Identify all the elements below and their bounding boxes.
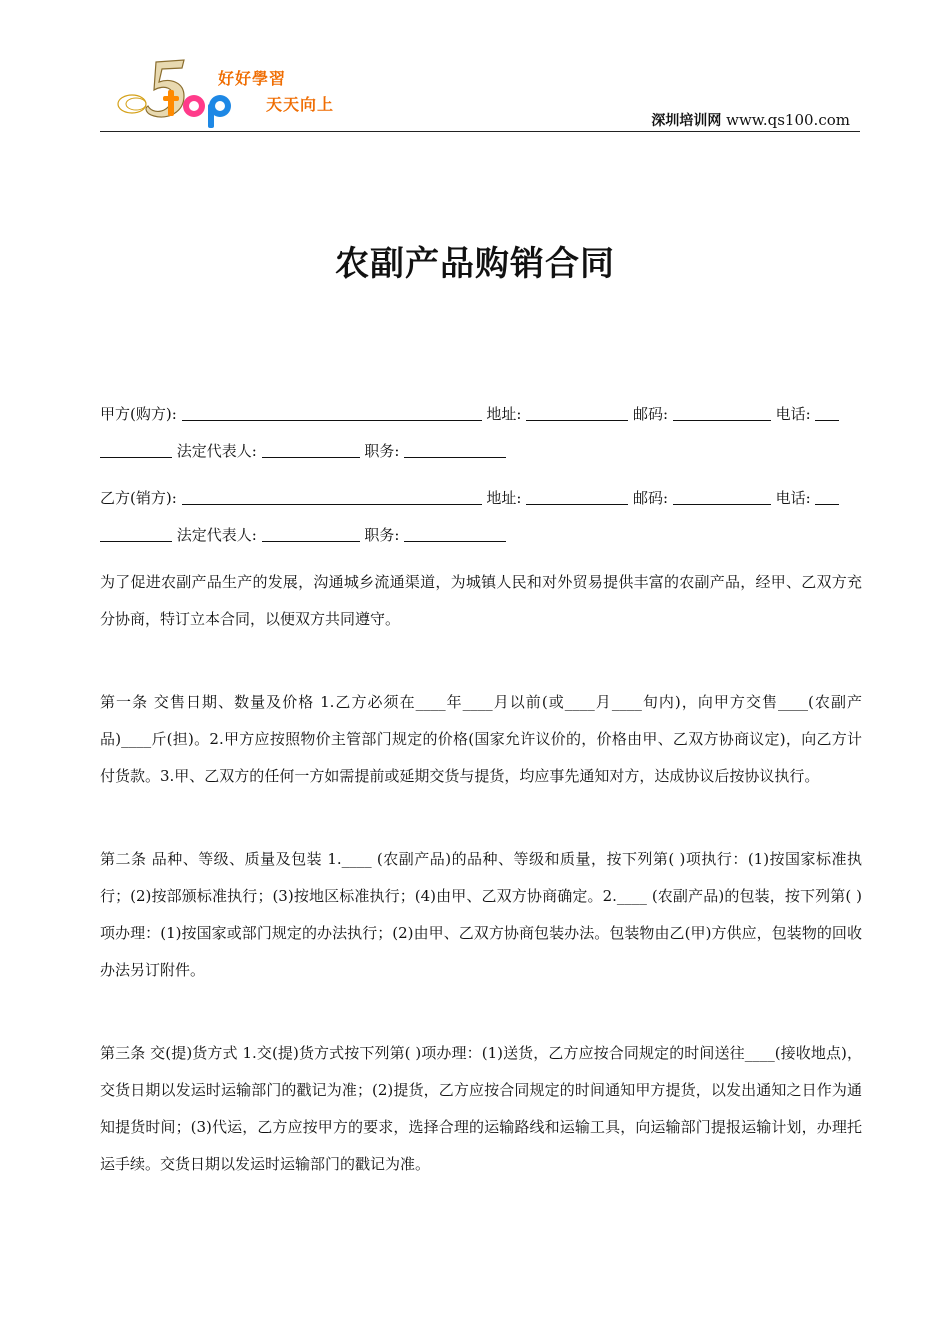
site-name: 深圳培训网 [651, 113, 722, 129]
party-b-legal-rep-blank [262, 525, 360, 542]
party-b-line-1 [100, 480, 862, 517]
party-a-name-blank [182, 404, 482, 421]
party-b-address-blank [526, 488, 628, 505]
party-b-phone-blank [815, 488, 839, 505]
party-a-phone-blank [815, 404, 839, 421]
party-b-label: 乙方(销方): [100, 489, 177, 507]
party-b-legal-rep-label: 法定代表人: [176, 526, 257, 544]
article-3: 第三条 交(提)货方式 1.交(提)货方式按下列第( )项办理：(1)送货，乙方应按合同规定的时间送往____(接收地点)，交货日期以发运时运输部门的戳记为准；(2)提货，乙方应按合同规定的时间通知甲方提货，以发出通知之日作为通知提货时间；(3)代运，乙方应按甲方的要求，选择合理的运输路线和运输工具，向运输部门提报运输计划，办理托运手续。交货日期以发运时运输部门的戳记为准。 [100, 1044, 862, 1173]
party-a-zip-label: 邮码: [632, 405, 669, 423]
party-b-name-blank [182, 488, 482, 505]
party-b-phone-label: 电话: [775, 489, 811, 507]
party-a-label: 甲方(购方): [100, 405, 177, 423]
party-b-address-label: 地址: [486, 489, 522, 507]
party-a-position-label: 职务: [364, 442, 400, 460]
header-divider [100, 131, 860, 132]
party-a-legal-rep-blank [262, 441, 360, 458]
party-a-address-label: 地址: [486, 405, 522, 423]
party-a-zip-blank [673, 404, 771, 421]
preamble: 为了促进农副产品生产的发展，沟通城乡流通渠道，为城镇人民和对外贸易提供丰富的农副产品，经甲、乙双方充分协商，特订立本合同，以便双方共同遵守。 [100, 573, 862, 628]
article-1: 第一条 交售日期、数量及价格 1.乙方必须在____年____月以前(或____月____旬内)，向甲方交售____(农副产品)____斤(担)。2.甲方应按照物价主管部门规定的价格(国家允许议价的，价格由甲、乙双方协商议定)，向乙方计付货款。3.甲、乙双方的任何一方如需提前或延期交货与提货，均应事先通知对方，达成协议后按协议执行。 [100, 693, 862, 785]
party-b-position-blank [404, 525, 506, 542]
logo [110, 54, 350, 130]
party-a-line-1 [100, 396, 862, 433]
party-a-legal-rep-label: 法定代表人: [176, 442, 257, 460]
site-url[interactable]: www.qs100.com [726, 111, 850, 129]
document-body [100, 396, 862, 1183]
party-a-line-2 [100, 433, 862, 470]
party-b-line-2 [100, 517, 862, 554]
logo-slogan-1: 好好學習 [218, 69, 287, 88]
party-a-phone-label: 电话: [775, 405, 811, 423]
logo-slogan-2: 天天向上 [266, 95, 335, 114]
party-a-address-blank [526, 404, 628, 421]
party-a-phone-blank-cont [100, 441, 172, 458]
party-b-position-label: 职务: [364, 526, 400, 544]
article-2: 第二条 品种、等级、质量及包装 1.____ (农副产品)的品种、等级和质量，按下列第( )项执行：(1)按国家标准执行；(2)按部颁标准执行；(3)按地区标准执行；(4)由甲、乙双方协商确定。2.____ (农副产品)的包装，按下列第( )项办理：(1)按国家或部门规定的办法执行；(2)由甲、乙双方协商包装办法。包装物由乙(甲)方供应，包装物的回收办法另订附件。 [100, 850, 862, 979]
site-line [651, 110, 850, 130]
party-b-phone-blank-cont [100, 525, 172, 542]
party-b-zip-blank [673, 488, 771, 505]
document-title: 农副产品购销合同 [335, 244, 615, 284]
party-a-position-blank [404, 441, 506, 458]
page-header [100, 50, 860, 132]
party-b-zip-label: 邮码: [632, 489, 669, 507]
